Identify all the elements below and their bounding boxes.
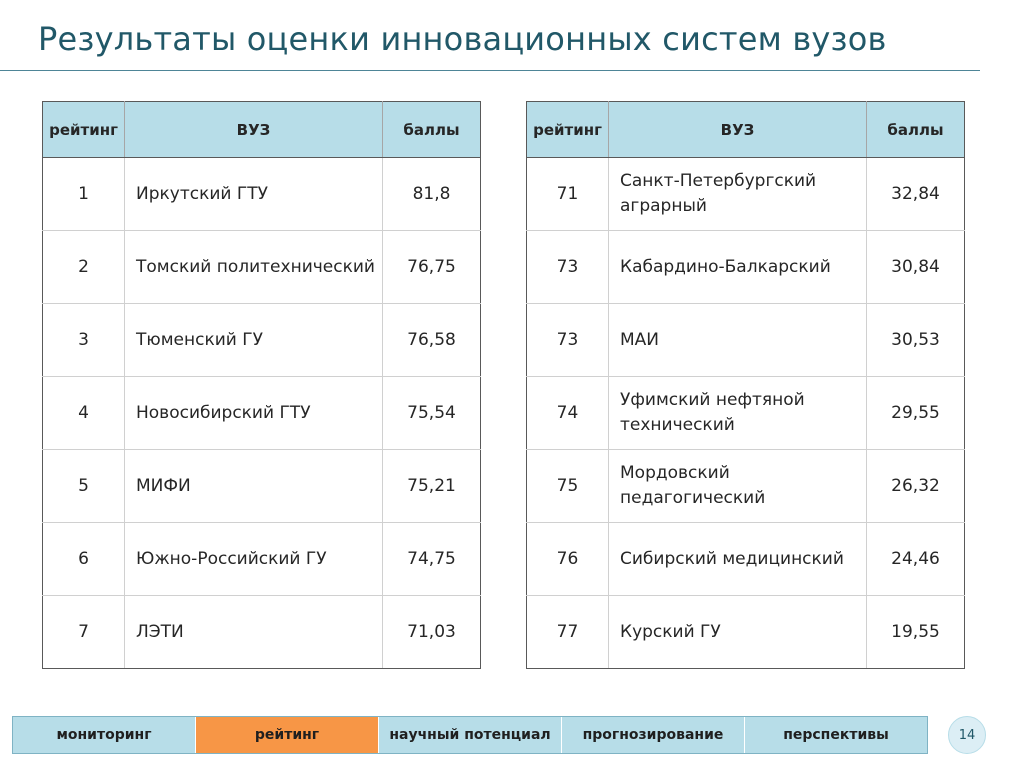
table-row xyxy=(43,596,481,669)
university-cell: Южно-Российский ГУ xyxy=(125,523,383,596)
header-university: ВУЗ xyxy=(609,102,867,158)
rank-cell: 4 xyxy=(43,377,125,450)
page-number-badge: 14 xyxy=(948,716,986,754)
header-rank: рейтинг xyxy=(43,102,125,158)
table-row xyxy=(527,304,965,377)
table-row xyxy=(43,523,481,596)
table-row xyxy=(43,231,481,304)
score-cell: 26,32 xyxy=(867,450,965,523)
score-cell: 76,58 xyxy=(383,304,481,377)
university-cell: Сибирский медицинский xyxy=(609,523,867,596)
score-cell: 71,03 xyxy=(383,596,481,669)
rank-cell: 1 xyxy=(43,158,125,231)
header-university: ВУЗ xyxy=(125,102,383,158)
university-cell: Томский политехнический xyxy=(125,231,383,304)
university-cell: Санкт-Петербургский аграрный xyxy=(609,158,867,231)
score-cell: 24,46 xyxy=(867,523,965,596)
table-row xyxy=(527,450,965,523)
university-cell: Иркутский ГТУ xyxy=(125,158,383,231)
university-cell: Кабардино-Балкарский xyxy=(609,231,867,304)
rank-cell: 73 xyxy=(527,231,609,304)
score-cell: 30,84 xyxy=(867,231,965,304)
university-cell: Тюменский ГУ xyxy=(125,304,383,377)
rank-cell: 77 xyxy=(527,596,609,669)
score-cell: 32,84 xyxy=(867,158,965,231)
university-cell: МАИ xyxy=(609,304,867,377)
score-cell: 29,55 xyxy=(867,377,965,450)
table-row xyxy=(43,377,481,450)
score-cell: 81,8 xyxy=(383,158,481,231)
table-row xyxy=(527,231,965,304)
header-score: баллы xyxy=(383,102,481,158)
header-rank: рейтинг xyxy=(527,102,609,158)
university-cell: Курский ГУ xyxy=(609,596,867,669)
rank-cell: 76 xyxy=(527,523,609,596)
university-cell: ЛЭТИ xyxy=(125,596,383,669)
tab-forecasting[interactable]: прогнозирование xyxy=(562,717,745,753)
tab-monitoring[interactable]: мониторинг xyxy=(13,717,196,753)
rank-cell: 71 xyxy=(527,158,609,231)
rank-cell: 5 xyxy=(43,450,125,523)
tab-prospects[interactable]: перспективы xyxy=(745,717,927,753)
header-score: баллы xyxy=(867,102,965,158)
table-row xyxy=(43,450,481,523)
rank-cell: 74 xyxy=(527,377,609,450)
ranking-table-top xyxy=(42,101,481,669)
university-cell: МИФИ xyxy=(125,450,383,523)
table-row xyxy=(527,523,965,596)
table-header-row xyxy=(43,102,481,158)
title-divider xyxy=(0,70,980,71)
score-cell: 75,54 xyxy=(383,377,481,450)
table-row xyxy=(527,158,965,231)
table-header-row xyxy=(527,102,965,158)
bottom-navigation xyxy=(12,716,928,754)
score-cell: 76,75 xyxy=(383,231,481,304)
score-cell: 30,53 xyxy=(867,304,965,377)
university-cell: Уфимский нефтяной технический xyxy=(609,377,867,450)
rank-cell: 2 xyxy=(43,231,125,304)
table-row xyxy=(43,158,481,231)
rank-cell: 73 xyxy=(527,304,609,377)
table-row xyxy=(527,377,965,450)
score-cell: 74,75 xyxy=(383,523,481,596)
table-row xyxy=(527,596,965,669)
university-cell: Новосибирский ГТУ xyxy=(125,377,383,450)
rank-cell: 7 xyxy=(43,596,125,669)
score-cell: 19,55 xyxy=(867,596,965,669)
table-row xyxy=(43,304,481,377)
tab-scientific-potential[interactable]: научный потенциал xyxy=(379,717,562,753)
ranking-table-bottom xyxy=(526,101,965,669)
university-cell: Мордовский педагогический xyxy=(609,450,867,523)
score-cell: 75,21 xyxy=(383,450,481,523)
tab-rating[interactable]: рейтинг xyxy=(196,717,379,753)
rank-cell: 3 xyxy=(43,304,125,377)
rank-cell: 75 xyxy=(527,450,609,523)
rank-cell: 6 xyxy=(43,523,125,596)
slide-title: Результаты оценки инновационных систем вузов xyxy=(38,20,887,58)
